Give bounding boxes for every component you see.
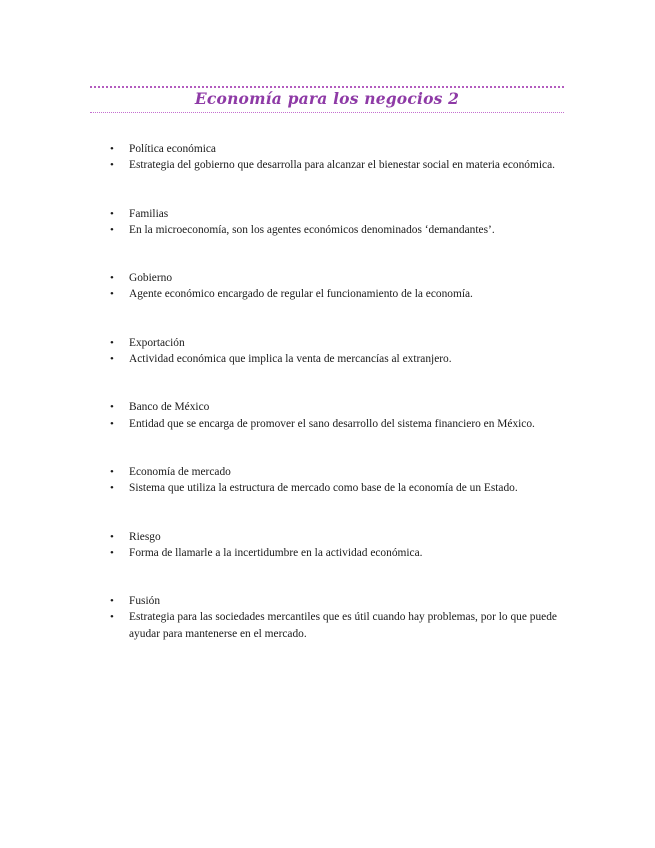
term-item <box>110 270 568 286</box>
term-item <box>110 399 568 415</box>
definition-text: Estrategia del gobierno que desarrolla para alcanzar el bienestar social en materia económica. <box>129 159 555 172</box>
definition-item <box>110 609 568 642</box>
definition-item <box>110 157 568 173</box>
bullet-icon: • <box>110 401 114 414</box>
definition-item <box>110 416 568 432</box>
bullet-icon: • <box>110 417 114 430</box>
definition-text: Forma de llamarle a la incertidumbre en la actividad económica. <box>129 546 423 559</box>
glossary-entry <box>110 399 568 432</box>
definition-text: Agente económico encargado de regular el funcionamiento de la economía. <box>129 288 473 301</box>
bullet-icon: • <box>110 207 114 220</box>
term-text: Banco de México <box>129 401 210 414</box>
bullet-icon: • <box>110 159 114 172</box>
bullet-icon: • <box>110 143 114 155</box>
definition-text: Sistema que utiliza la estructura de mercado como base de la economía de un Estado. <box>129 482 518 495</box>
term-item <box>110 141 568 157</box>
bullet-icon: • <box>110 530 114 543</box>
definition-text: Actividad económica que implica la venta de mercancías al extranjero. <box>129 353 452 366</box>
bullet-icon: • <box>110 546 114 559</box>
title-block <box>90 86 564 113</box>
definition-text: En la microeconomía, son los agentes económicos denominados ‘demandantes’. <box>129 223 495 236</box>
term-item <box>110 593 568 609</box>
glossary-entry <box>110 270 568 303</box>
glossary-entry <box>110 141 568 174</box>
document-title: Economía para los negocios 2 <box>194 89 460 108</box>
bullet-icon: • <box>110 336 114 349</box>
bullet-icon: • <box>110 595 114 608</box>
term-item <box>110 335 568 351</box>
term-item <box>110 464 568 480</box>
bullet-icon: • <box>110 611 114 624</box>
definition-item <box>110 351 568 367</box>
definition-text: Entidad que se encarga de promover el sano desarrollo del sistema financiero en México. <box>129 417 535 430</box>
glossary-entry <box>110 206 568 239</box>
bullet-icon: • <box>110 482 114 495</box>
bullet-icon: • <box>110 223 114 236</box>
term-item <box>110 206 568 222</box>
term-text: Familias <box>129 207 169 220</box>
definition-item <box>110 286 568 302</box>
bullet-icon: • <box>110 465 114 478</box>
glossary-list <box>110 141 568 642</box>
term-item <box>110 529 568 545</box>
term-text: Política económica <box>129 143 216 155</box>
glossary-entry <box>110 529 568 562</box>
glossary-entry <box>110 335 568 368</box>
term-text: Exportación <box>129 336 185 349</box>
term-text: Riesgo <box>129 530 161 543</box>
bullet-icon: • <box>110 272 114 285</box>
term-text: Fusión <box>129 595 161 608</box>
definition-item <box>110 545 568 561</box>
definition-text: Estrategia para las sociedades mercantiles que es útil cuando hay problemas, por lo que puede ayudar para mantenerse en el mercado. <box>129 611 557 640</box>
bullet-icon: • <box>110 288 114 301</box>
term-text: Economía de mercado <box>129 465 231 478</box>
glossary-entry <box>110 593 568 642</box>
definition-item <box>110 480 568 496</box>
bullet-icon: • <box>110 353 114 366</box>
term-text: Gobierno <box>129 272 173 285</box>
definition-item <box>110 222 568 238</box>
glossary-entry <box>110 464 568 497</box>
